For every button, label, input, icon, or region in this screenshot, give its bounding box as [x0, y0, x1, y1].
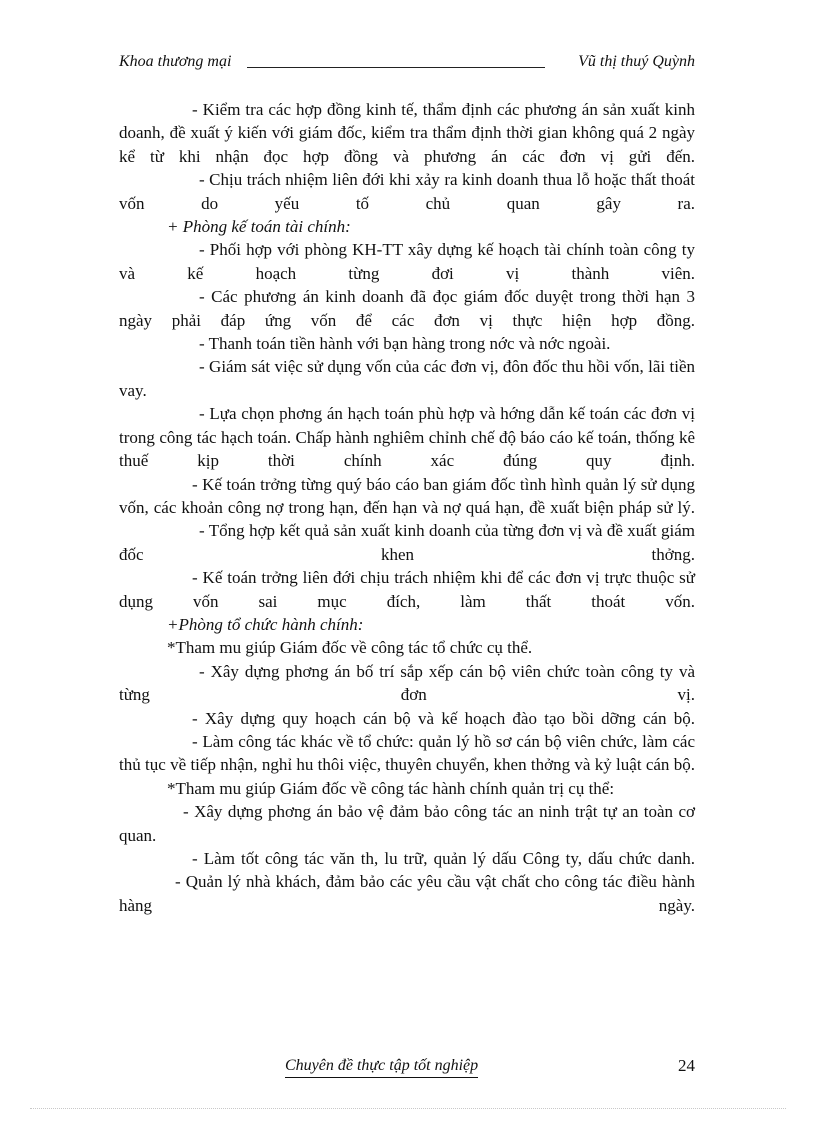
- header-rule: [247, 67, 545, 68]
- page-header: [119, 52, 695, 72]
- paragraph: - Xây dựng phơng án bảo vệ đảm bảo công tác an ninh trật tự an toàn cơ quan.: [119, 802, 695, 845]
- page-body: [119, 98, 695, 917]
- section-heading: + Phòng kế toán tài chính:: [167, 217, 351, 237]
- page-footer: [119, 1055, 695, 1079]
- paragraph: - Kế toán trởng từng quý báo cáo ban giám đốc tình hình quản lý sử dụng vốn, các khoản công nợ trong hạn, đến hạn và nợ quá hạn, đề xuất biện pháp sử lý.: [119, 474, 695, 517]
- paragraph: - Làm tốt công tác văn th, lu trữ, quản lý dấu Công ty, dấu chức danh.: [192, 849, 695, 868]
- paragraph: - Phối hợp với phòng KH-TT xây dựng kế hoạch tài chính toàn công ty và kế hoạch từng đơi vị thành viên.: [119, 240, 695, 283]
- paragraph: - Kế toán trởng liên đới chịu trách nhiệm khi để các đơn vị trực thuộc sử dụng vốn sai mục đích, làm thất thoát vốn.: [119, 568, 695, 611]
- paragraph: - Xây dựng quy hoạch cán bộ và kế hoạch đào tạo bồi dỡng cán bộ.: [192, 708, 695, 728]
- paragraph: - Kiểm tra các hợp đồng kinh tế, thẩm định các phương án sản xuất kinh doanh, đề xuất ý kiến với giám đốc, kiểm tra thẩm định thời gian không quá 2 ngày kể từ khi nhận đọc hợp đồng và phương án các đơn vị gửi đến.: [119, 100, 695, 166]
- paragraph: - Giám sát việc sử dụng vốn của các đơn vị, đôn đốc thu hồi vốn, lãi tiền vay.: [119, 357, 695, 400]
- header-faculty: Khoa thương mại: [119, 53, 232, 70]
- paragraph: *Tham mu giúp Giám đốc về công tác tổ chức cụ thể.: [167, 638, 533, 658]
- footer-title: Chuyên đề thực tập tốt nghiệp: [285, 1055, 478, 1078]
- paragraph: - Quản lý nhà khách, đảm bảo các yêu cầu vật chất cho công tác điều hành hàng ngày.: [119, 872, 695, 915]
- section-heading: +Phòng tổ chức hành chính:: [167, 614, 364, 634]
- paragraph: - Các phương án kinh doanh đã đọc giám đốc duyệt trong thời hạn 3 ngày phải đáp ứng vốn để các đơn vị thực hiện hợp đồng.: [119, 287, 695, 330]
- paragraph: - Xây dựng phơng án bố trí sắp xếp cán bộ viên chức toàn công ty và từng đơn vị.: [119, 661, 695, 705]
- paragraph: - Làm công tác khác về tổ chức: quản lý hồ sơ cán bộ viên chức, làm các thủ tục về tiếp nhận, nghỉ hu thôi việc, thuyên chuyển, khen thởng và kỷ luật cán bộ.: [119, 731, 695, 775]
- page-number: 24: [678, 1056, 695, 1075]
- paragraph: - Chịu trách nhiệm liên đới khi xảy ra kinh doanh thua lỗ hoặc thất thoát vốn do yếu tố chủ quan gây ra.: [119, 170, 695, 213]
- header-author: Vũ thị thuý Quỳnh: [578, 53, 695, 70]
- paragraph: - Lựa chọn phơng án hạch toán phù hợp và hớng dẫn kế toán các đơn vị trong công tác hạch toán. Chấp hành nghiêm chỉnh chế độ báo cáo kế toán, thống kê thuế kịp thời chính xác đúng quy định.: [119, 404, 695, 471]
- paragraph: - Thanh toán tiền hành với bạn hàng trong nớc và nớc ngoài.: [199, 334, 611, 354]
- page-bottom-border: [30, 1108, 786, 1109]
- paragraph: *Tham mu giúp Giám đốc về công tác hành chính quản trị cụ thể:: [167, 778, 615, 798]
- paragraph: - Tổng hợp kết quả sản xuất kinh doanh của từng đơn vị và đề xuất giám đốc khen thởng.: [119, 521, 695, 564]
